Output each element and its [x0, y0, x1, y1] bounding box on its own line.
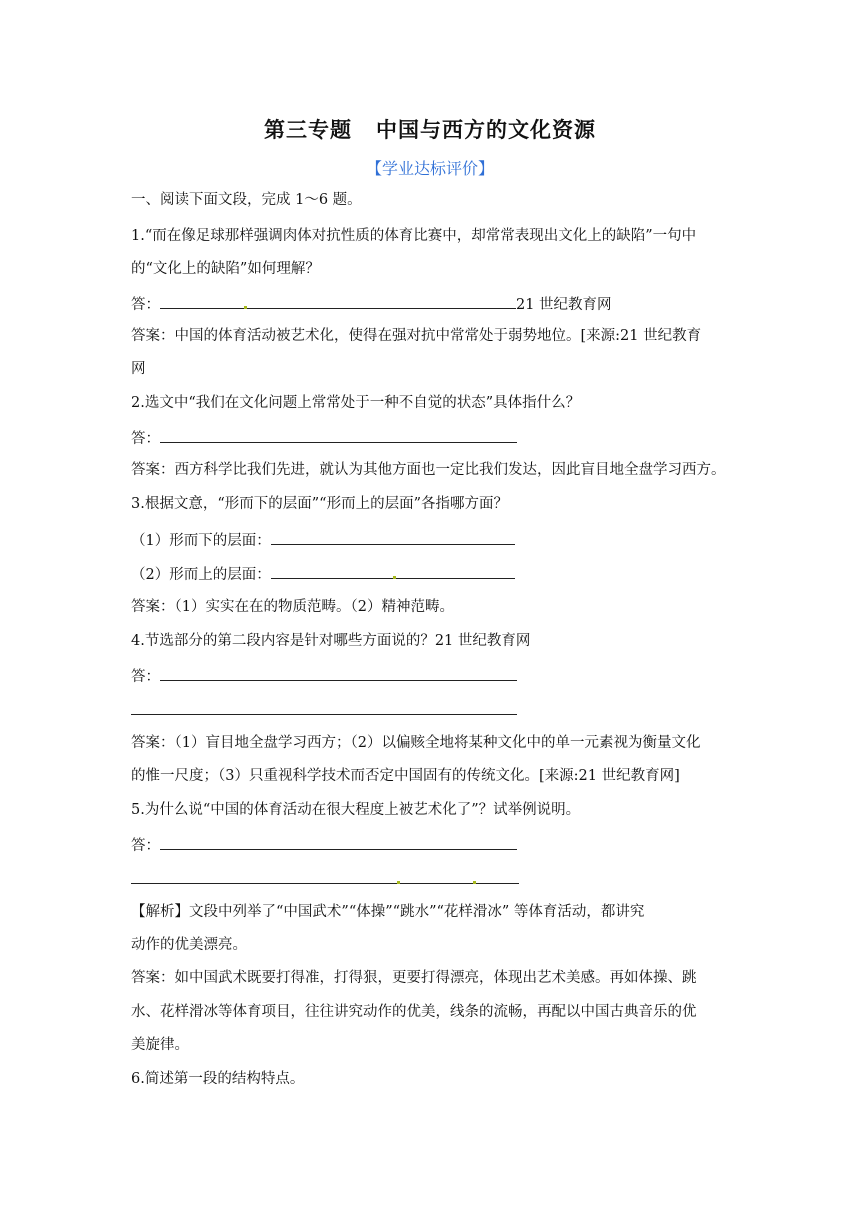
q5-key-line-3: 美旋律。 [131, 1037, 189, 1053]
q5-answer-row [131, 834, 517, 856]
q1-answer-row [131, 293, 612, 315]
title-part-1: 第三专题 [264, 117, 352, 142]
q3-sub-1-label: （1）形而下的层面： [131, 533, 271, 549]
q3-sub-2-label: （2）形而上的层面： [131, 567, 271, 583]
q4-answer-row [131, 665, 517, 687]
q6-text: 6.简述第一段的结构特点。 [131, 1071, 305, 1087]
q4-answer-blank-2[interactable] [131, 699, 517, 715]
q1-answer-label: 答： [131, 297, 160, 313]
q5-text: 5.为什么说“中国的体育活动在很大程度上被艺术化了”？试举例说明。 [131, 802, 581, 818]
q2-answer-blank[interactable] [160, 427, 517, 443]
q2-answer-label: 答： [131, 431, 160, 447]
q3-key: 答案：（1）实实在在的物质范畴。（2）精神范畴。 [131, 599, 454, 615]
q5-key-line-1: 答案：如中国武术既要打得准，打得狠，更要打得漂亮，体现出艺术美感。再如体操、跳 [131, 970, 697, 986]
q3-sub-2-blank[interactable] [271, 563, 515, 579]
q5-analysis-line-2: 动作的优美漂亮。 [131, 937, 247, 953]
q1-text-line-2: 的“文化上的缺陷”如何理解？ [131, 261, 320, 277]
q4-text: 4.节选部分的第二段内容是针对哪些方面说的？21 世纪教育网 [131, 633, 531, 649]
q5-answer-label: 答： [131, 838, 160, 854]
q4-answer-row-2 [131, 699, 517, 721]
q1-key-line-1: 答案：中国的体育活动被艺术化，使得在强对抗中常常处于弱势地位。[来源:21 世纪教育 [131, 328, 702, 344]
q2-key: 答案：西方科学比我们先进，就认为其他方面也一定比我们发达，因此盲目地全盘学习西方。 [131, 462, 726, 478]
q1-answer-suffix: 21 世纪教育网 [516, 297, 612, 313]
q5-answer-row-2 [131, 868, 519, 890]
q3-sub-1-row [131, 529, 515, 551]
q4-answer-blank-1[interactable] [160, 665, 517, 681]
q5-analysis-line-1: 【解析】文段中列举了“中国武术”“体操”“跳水”“花样滑冰” 等体育活动，都讲究 [131, 904, 645, 920]
q1-text-line-1: 1.“而在像足球那样强调肉体对抗性质的体育比赛中，却常常表现出文化上的缺陷”一句中 [131, 228, 697, 244]
q4-answer-label: 答： [131, 669, 160, 685]
q4-key-line-2: 的惟一尺度；（3）只重视科学技术而否定中国固有的传统文化。[来源:21 世纪教育网] [131, 768, 680, 784]
page-title [0, 114, 860, 144]
q1-answer-blank[interactable] [160, 293, 516, 309]
q4-key-line-1: 答案：（1）盲目地全盘学习西方；（2）以偏赅全地将某种文化中的单一元素视为衡量文化 [131, 735, 701, 751]
q5-key-line-2: 水、花样滑冰等体育项目，往往讲究动作的优美，线条的流畅，再配以中国古典音乐的优 [131, 1004, 697, 1020]
q3-sub-1-blank[interactable] [271, 529, 515, 545]
q3-sub-2-row [131, 563, 515, 585]
q5-answer-blank-2[interactable] [131, 868, 519, 884]
section-heading: 一、阅读下面文段，完成 1～6 题。 [131, 192, 362, 208]
q1-key-line-2: 网 [131, 361, 146, 377]
q2-text: 2.选文中“我们在文化问题上常常处于一种不自觉的状态”具体指什么？ [131, 395, 581, 411]
title-part-2: 中国与西方的文化资源 [376, 117, 596, 142]
q5-answer-blank-1[interactable] [160, 834, 517, 850]
q2-answer-row [131, 427, 517, 449]
page-subtitle: 【学业达标评价】 [365, 159, 494, 178]
q3-text: 3.根据文意，“形而下的层面”“形而上的层面”各指哪方面？ [131, 496, 508, 512]
